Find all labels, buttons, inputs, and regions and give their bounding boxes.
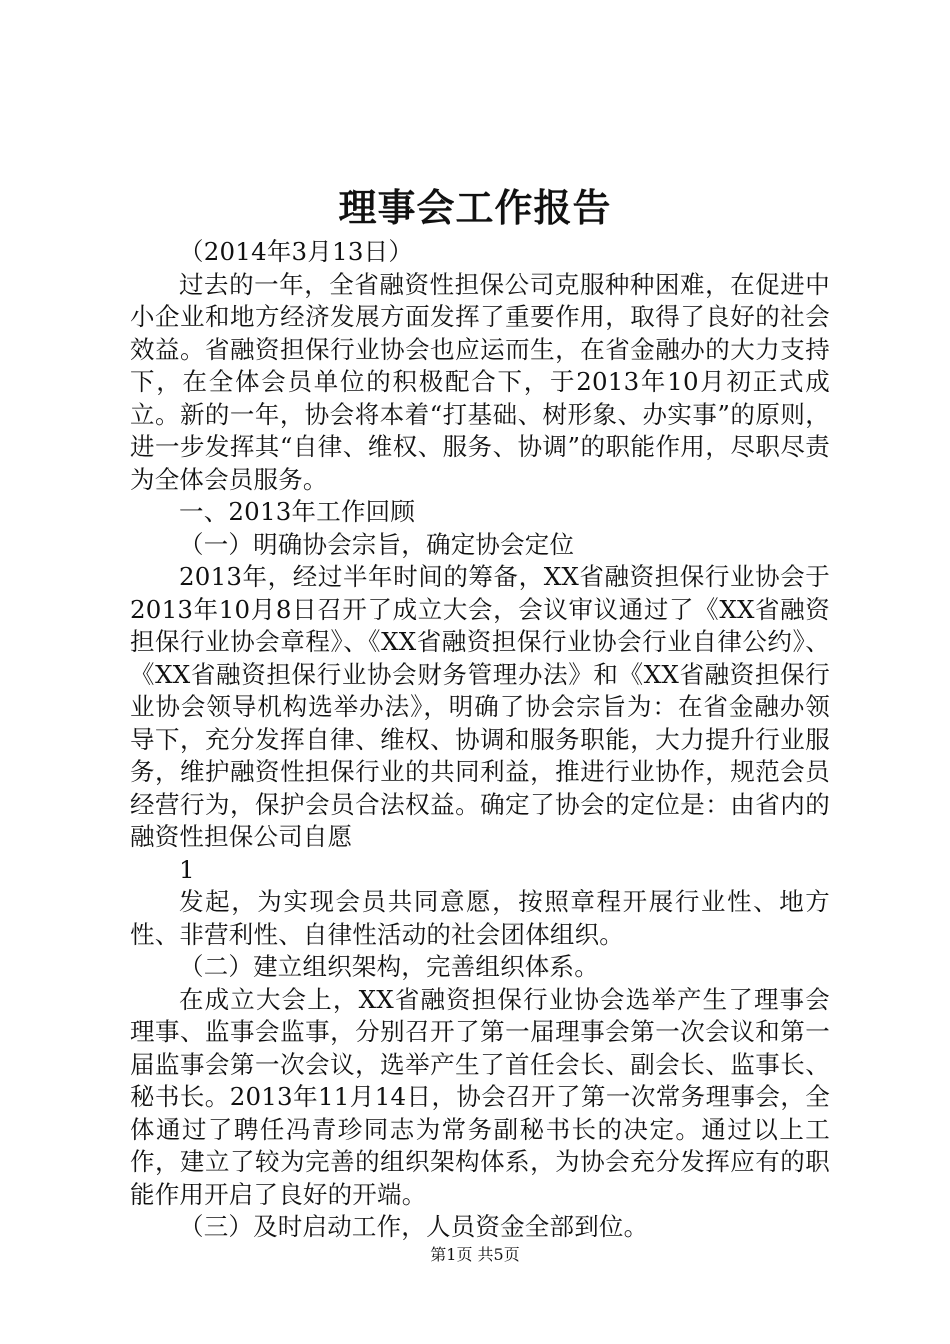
paragraph-2: 发起，为实现会员共同意愿，按照章程开展行业性、地方性、非营利性、自律性活动的社会团体组织。 (130, 887, 830, 949)
document-title: 理事会工作报告 (338, 185, 612, 230)
embedded-page-number: 1 (179, 854, 195, 884)
subsection-heading-2: （二）建立组织架构，完善组织体系。 (179, 952, 599, 981)
paragraph-intro: 过去的一年，全省融资性担保公司克服种种困难，在促进中小企业和地方经济发展方面发挥了重要作用，取得了良好的社会效益。省融资担保行业协会也应运而生，在省金融办的大力支持下，在全体会员单位的积极配合下，于2013年10月初正式成立。新的一年，协会将本着“打基础、树形象、办实事”的原则，进一步发挥其“自律、维权、服务、协调”的职能作用，尽职尽责为全体会员服务。 (130, 269, 830, 494)
paragraph-1: 2013年，经过半年时间的筹备，XX省融资担保行业协会于2013年10月8日召开了成立大会，会议审议通过了《XX省融资担保行业协会章程》、《XX省融资担保行业协会行业自律公约》、《XX省融资担保行业协会财务管理办法》和《XX省融资担保行业协会领导机构选举办法》，明确了协会宗旨为：在省金融办领导下，充分发挥自律、维权、协调和服务职能，大力提升行业服务，维护融资性担保行业的共同利益，推进行业协作，规范会员经营行为，保护会员合法权益。确定了协会的定位是：由省内的融资性担保公司自愿 (130, 562, 830, 851)
section-heading: 一、2013年工作回顾 (179, 497, 416, 526)
page-footer: 第1页 共5页 (430, 1245, 520, 1264)
document-body (130, 236, 830, 1244)
subsection-heading-1: （一）明确协会宗旨，确定协会定位 (179, 529, 575, 559)
subsection-heading-3: （三）及时启动工作，人员资金全部到位。 (179, 1212, 649, 1241)
paragraph-3: 在成立大会上，XX省融资担保行业协会选举产生了理事会理事、监事会监事，分别召开了第一届理事会第一次会议和第一届监事会第一次会议，选举产生了首任会长、副会长、监事长、秘书长。2013年11月14日，协会召开了第一次常务理事会，全体通过了聘任冯青珍同志为常务副秘书长的决定。通过以上工作，建立了较为完善的组织架构体系，为协会充分发挥应有的职能作用开启了良好的开端。 (130, 984, 830, 1209)
date-line: （2014年3月13日） (179, 237, 414, 266)
